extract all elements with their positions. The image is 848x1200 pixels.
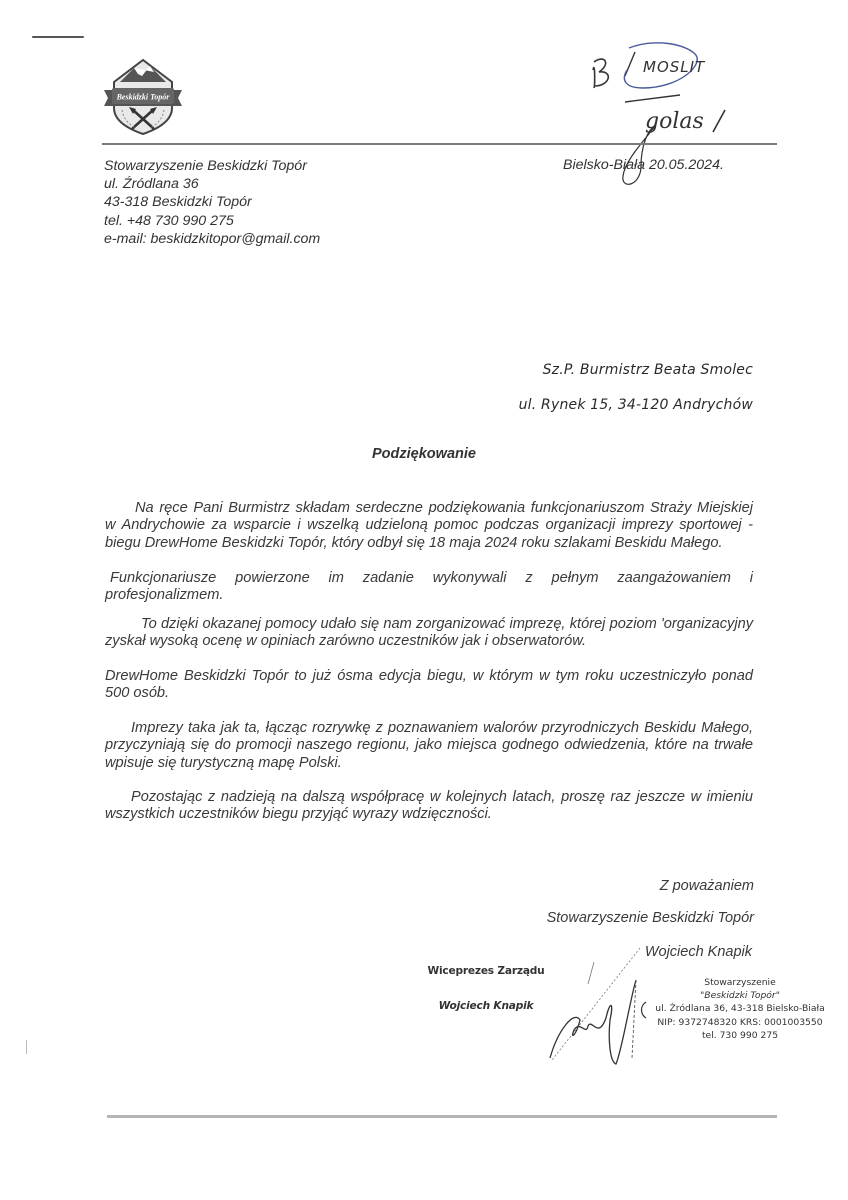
logo-text: Beskidzki Topór — [116, 92, 170, 102]
body-paragraph — [105, 668, 753, 703]
scan-mark — [32, 36, 84, 38]
header-rule — [102, 143, 777, 145]
closing-organization: Stowarzyszenie Beskidzki Topór — [546, 910, 754, 926]
stamp-line: ul. Źródlana 36, 43-318 Bielsko-Biała — [655, 1003, 825, 1015]
body-paragraph — [105, 500, 753, 552]
sender-address — [104, 157, 320, 248]
place-date: Bielsko-Biała 20.05.2024. — [563, 157, 724, 173]
sender-city: 43-318 Beskidzki Topór — [104, 194, 252, 211]
stamp-line: tel. 730 990 275 — [701, 1029, 779, 1041]
paragraph-text: Funkcjonariusze powierzone im zadanie wykonywali z pełnym zaangażowaniem i profesjonalizmem. — [105, 570, 753, 604]
svg-text:golas: golas — [645, 109, 704, 134]
stamp-role: Wiceprezes Zarządu — [427, 965, 545, 977]
body-paragraph — [105, 570, 753, 605]
body-paragraph — [105, 789, 753, 824]
organization-logo — [100, 52, 186, 138]
footer-rule — [107, 1115, 777, 1118]
recipient-name: Sz.P. Burmistrz Beata Smolec — [542, 362, 753, 378]
letter-title: Podziękowanie — [372, 446, 476, 462]
recipient-address: ul. Rynek 15, 34-120 Andrychów — [518, 397, 753, 413]
paragraph-text: DrewHome Beskidzki Topór to już ósma edycja biegu, w którym w tym roku uczestniczyło ponad 500 osób. — [105, 668, 753, 702]
closing-signatory: Wojciech Knapik — [644, 944, 752, 960]
svg-text:MOSLIT: MOSLIT — [643, 58, 706, 76]
body-paragraph — [105, 616, 753, 651]
sender-email: e-mail: beskidzkitopor@gmail.com — [104, 230, 321, 247]
closing-salutation: Z poważaniem — [659, 878, 754, 894]
scan-mark — [26, 1040, 27, 1054]
sender-name: Stowarzyszenie Beskidzki Topór — [104, 158, 307, 174]
paragraph-text: Pozostając z nadzieją na dalszą współpracę w kolejnych latach, proszę raz jeszcze w imieniu wszystkich uczestników biegu przyjąć wyrazy wdzięczności. — [105, 789, 753, 823]
stamp-name: Wojciech Knapik — [438, 1000, 534, 1012]
handwritten-signature — [540, 940, 670, 1070]
body-paragraph — [105, 720, 753, 772]
stamp-line: Stowarzyszenie — [704, 977, 776, 988]
stamp-line: "Beskidzki Topór" — [700, 990, 780, 1002]
sender-street: ul. Źródlana 36 — [104, 176, 199, 193]
paragraph-text: To dzięki okazanej pomocy udało się nam zorganizować imprezę, której poziom 'organizacyjny zyskał wysoką ocenę w opiniach zarówno uczestników jak i obserwatorów. — [105, 616, 753, 650]
paragraph-text: Imprezy taka jak ta, łącząc rozrywkę z poznawaniem walorów przyrodniczych Beskidu Małego, przyczyniają się do promocji naszego regionu, jako miejsca godnego odwiedzenia, które na trwałe wpisuje się turystyczną mapę Polski. — [105, 720, 753, 771]
sender-phone: tel. +48 730 990 275 — [104, 212, 234, 229]
paragraph-text: Na ręce Pani Burmistrz składam serdeczne podziękowania funkcjonariuszom Straży Miejskiej w Andrychowie za wsparcie i wszelką udzieloną pomoc podczas organizacji imprezy sportowej - biegu DrewHome Beskidzki Topór, który odbył się 18 maja 2024 roku szlakami Beskidu Małego. — [105, 500, 753, 551]
stamp-line: NIP: 9372748320 KRS: 0001003550 — [657, 1016, 823, 1028]
organization-stamp — [655, 976, 825, 1042]
